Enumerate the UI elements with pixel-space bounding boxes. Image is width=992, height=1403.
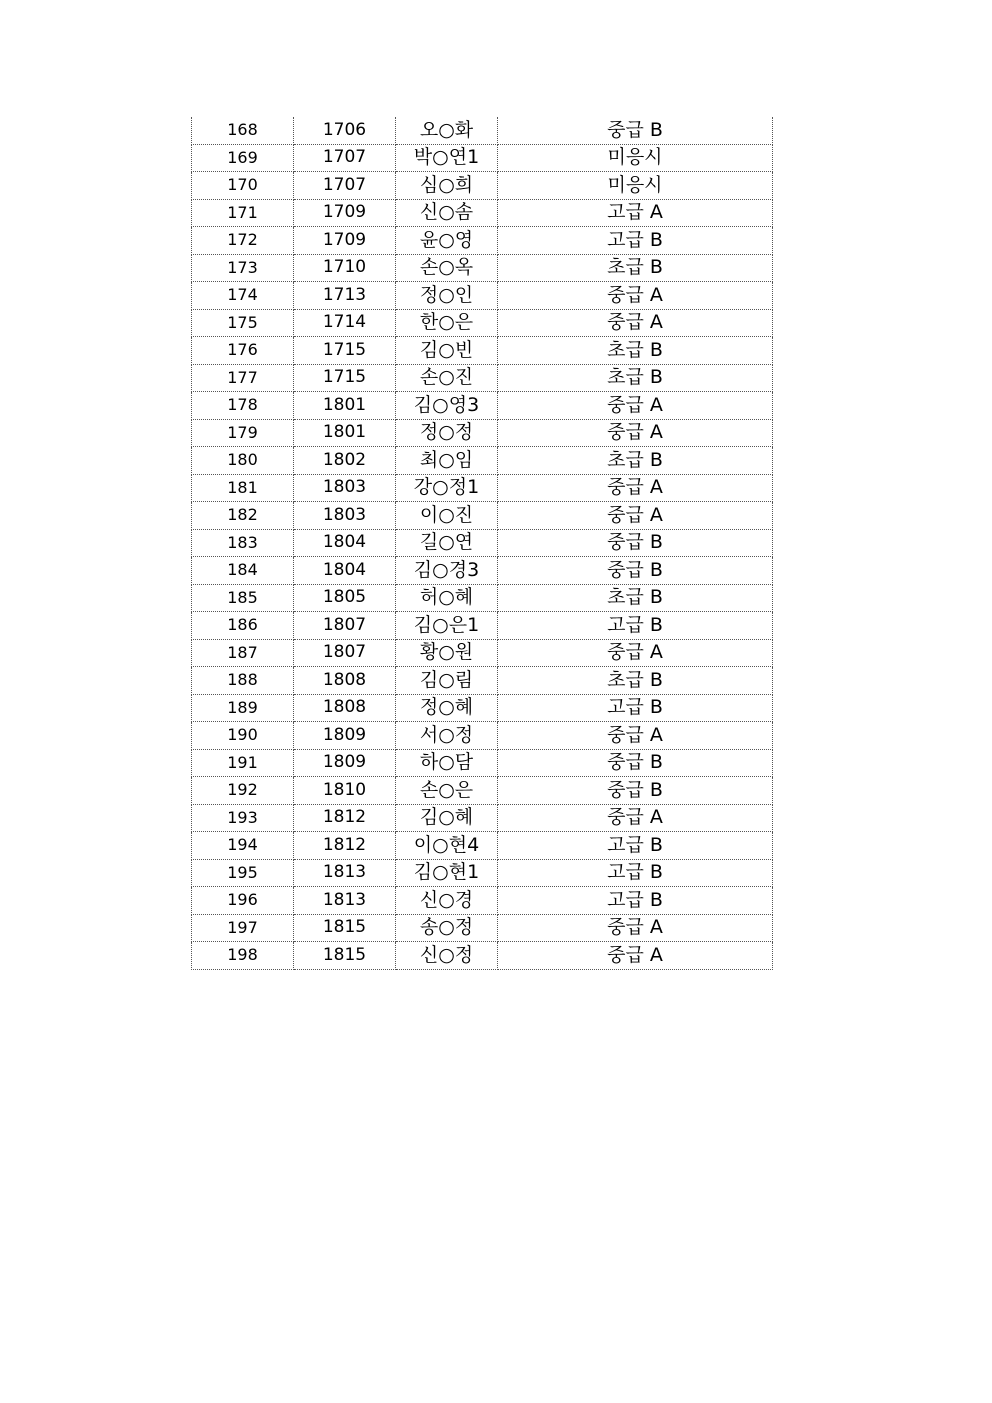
row-number-cell: 171 (192, 199, 294, 227)
student-id-cell: 1807 (294, 639, 396, 667)
row-number-cell: 173 (192, 254, 294, 282)
table-row (192, 474, 773, 502)
student-id-cell: 1709 (294, 227, 396, 255)
grade-result-cell: 초급 B (498, 337, 773, 365)
row-number-cell: 179 (192, 419, 294, 447)
student-name-cell: 이○현4 (396, 832, 498, 860)
student-name-cell: 서○정 (396, 722, 498, 750)
table-row (192, 639, 773, 667)
grade-result-cell: 중급 A (498, 914, 773, 942)
student-name-cell: 손○옥 (396, 254, 498, 282)
student-name-cell: 송○정 (396, 914, 498, 942)
grade-result-cell: 고급 B (498, 859, 773, 887)
grade-result-cell: 초급 B (498, 584, 773, 612)
row-number-cell: 186 (192, 612, 294, 640)
row-number-cell: 180 (192, 447, 294, 475)
table-row (192, 557, 773, 585)
student-name-cell: 박○연1 (396, 144, 498, 172)
row-number-cell: 185 (192, 584, 294, 612)
grade-result-cell: 중급 A (498, 282, 773, 310)
student-id-cell: 1706 (294, 117, 396, 144)
student-id-cell: 1815 (294, 914, 396, 942)
grade-result-cell: 중급 A (498, 419, 773, 447)
row-number-cell: 177 (192, 364, 294, 392)
row-number-cell: 178 (192, 392, 294, 420)
row-number-cell: 184 (192, 557, 294, 585)
student-id-cell: 1715 (294, 337, 396, 365)
student-name-cell: 오○화 (396, 117, 498, 144)
row-number-cell: 172 (192, 227, 294, 255)
row-number-cell: 170 (192, 172, 294, 200)
student-name-cell: 신○경 (396, 887, 498, 915)
table-row (192, 254, 773, 282)
student-id-cell: 1709 (294, 199, 396, 227)
row-number-cell: 191 (192, 749, 294, 777)
table-row (192, 364, 773, 392)
grade-result-cell: 초급 B (498, 447, 773, 475)
table-row (192, 777, 773, 805)
grade-result-cell: 중급 A (498, 474, 773, 502)
student-id-cell: 1815 (294, 942, 396, 970)
student-id-cell: 1707 (294, 144, 396, 172)
row-number-cell: 174 (192, 282, 294, 310)
student-id-cell: 1804 (294, 557, 396, 585)
grade-result-cell: 고급 B (498, 694, 773, 722)
grade-result-cell: 중급 A (498, 942, 773, 970)
student-id-cell: 1809 (294, 749, 396, 777)
row-number-cell: 195 (192, 859, 294, 887)
student-name-cell: 길○연 (396, 529, 498, 557)
student-name-cell: 신○솜 (396, 199, 498, 227)
student-id-cell: 1808 (294, 694, 396, 722)
student-id-cell: 1713 (294, 282, 396, 310)
table-row (192, 227, 773, 255)
row-number-cell: 198 (192, 942, 294, 970)
table-row (192, 172, 773, 200)
student-id-cell: 1813 (294, 887, 396, 915)
grade-result-cell: 초급 B (498, 667, 773, 695)
student-id-cell: 1809 (294, 722, 396, 750)
row-number-cell: 190 (192, 722, 294, 750)
student-name-cell: 손○은 (396, 777, 498, 805)
student-id-cell: 1807 (294, 612, 396, 640)
table-row (192, 144, 773, 172)
student-id-cell: 1710 (294, 254, 396, 282)
row-number-cell: 182 (192, 502, 294, 530)
table-row (192, 832, 773, 860)
student-name-cell: 하○담 (396, 749, 498, 777)
student-id-cell: 1803 (294, 474, 396, 502)
table-row (192, 392, 773, 420)
table-row (192, 529, 773, 557)
student-name-cell: 김○영3 (396, 392, 498, 420)
grade-result-cell: 중급 B (498, 749, 773, 777)
row-number-cell: 183 (192, 529, 294, 557)
student-id-cell: 1813 (294, 859, 396, 887)
grade-result-cell: 중급 B (498, 529, 773, 557)
table-row (192, 859, 773, 887)
table-row (192, 749, 773, 777)
student-name-cell: 최○임 (396, 447, 498, 475)
table-row (192, 117, 773, 144)
grade-result-cell: 고급 B (498, 227, 773, 255)
student-name-cell: 허○혜 (396, 584, 498, 612)
row-number-cell: 192 (192, 777, 294, 805)
student-name-cell: 김○현1 (396, 859, 498, 887)
student-name-cell: 손○진 (396, 364, 498, 392)
student-name-cell: 정○인 (396, 282, 498, 310)
student-id-cell: 1804 (294, 529, 396, 557)
grade-result-cell: 중급 A (498, 392, 773, 420)
grade-result-cell: 중급 B (498, 777, 773, 805)
row-number-cell: 189 (192, 694, 294, 722)
student-name-cell: 정○혜 (396, 694, 498, 722)
row-number-cell: 194 (192, 832, 294, 860)
table-row (192, 502, 773, 530)
table-row (192, 612, 773, 640)
grade-result-cell: 중급 A (498, 639, 773, 667)
table-row (192, 942, 773, 970)
row-number-cell: 168 (192, 117, 294, 144)
table-row (192, 722, 773, 750)
table-row (192, 694, 773, 722)
table-row (192, 804, 773, 832)
table-row (192, 419, 773, 447)
table-row (192, 887, 773, 915)
grade-result-cell: 고급 B (498, 612, 773, 640)
grade-result-cell: 중급 B (498, 557, 773, 585)
grade-result-cell: 초급 B (498, 254, 773, 282)
student-id-cell: 1803 (294, 502, 396, 530)
student-id-cell: 1715 (294, 364, 396, 392)
results-table (191, 117, 773, 970)
student-name-cell: 김○빈 (396, 337, 498, 365)
student-name-cell: 정○정 (396, 419, 498, 447)
table-row (192, 282, 773, 310)
student-name-cell: 김○은1 (396, 612, 498, 640)
student-name-cell: 윤○영 (396, 227, 498, 255)
row-number-cell: 187 (192, 639, 294, 667)
student-name-cell: 심○희 (396, 172, 498, 200)
row-number-cell: 181 (192, 474, 294, 502)
table-row (192, 447, 773, 475)
student-id-cell: 1805 (294, 584, 396, 612)
student-id-cell: 1801 (294, 419, 396, 447)
student-name-cell: 이○진 (396, 502, 498, 530)
table-row (192, 584, 773, 612)
student-id-cell: 1707 (294, 172, 396, 200)
student-name-cell: 황○원 (396, 639, 498, 667)
grade-result-cell: 고급 A (498, 199, 773, 227)
grade-result-cell: 중급 A (498, 502, 773, 530)
grade-result-cell: 고급 B (498, 832, 773, 860)
student-name-cell: 신○정 (396, 942, 498, 970)
student-id-cell: 1714 (294, 309, 396, 337)
table-row (192, 309, 773, 337)
grade-result-cell: 중급 A (498, 804, 773, 832)
grade-result-cell: 중급 A (498, 309, 773, 337)
student-name-cell: 강○정1 (396, 474, 498, 502)
student-name-cell: 한○은 (396, 309, 498, 337)
grade-result-cell: 중급 A (498, 722, 773, 750)
grade-result-cell: 중급 B (498, 117, 773, 144)
row-number-cell: 176 (192, 337, 294, 365)
student-id-cell: 1801 (294, 392, 396, 420)
row-number-cell: 193 (192, 804, 294, 832)
row-number-cell: 188 (192, 667, 294, 695)
row-number-cell: 197 (192, 914, 294, 942)
student-id-cell: 1808 (294, 667, 396, 695)
row-number-cell: 175 (192, 309, 294, 337)
table-row (192, 914, 773, 942)
student-name-cell: 김○경3 (396, 557, 498, 585)
grade-result-cell: 미응시 (498, 144, 773, 172)
table-row (192, 337, 773, 365)
row-number-cell: 169 (192, 144, 294, 172)
results-table-body (192, 117, 773, 969)
student-name-cell: 김○혜 (396, 804, 498, 832)
table-row (192, 667, 773, 695)
grade-result-cell: 고급 B (498, 887, 773, 915)
table-row (192, 199, 773, 227)
grade-result-cell: 초급 B (498, 364, 773, 392)
row-number-cell: 196 (192, 887, 294, 915)
student-id-cell: 1812 (294, 804, 396, 832)
student-id-cell: 1802 (294, 447, 396, 475)
student-name-cell: 김○림 (396, 667, 498, 695)
student-id-cell: 1810 (294, 777, 396, 805)
grade-result-cell: 미응시 (498, 172, 773, 200)
student-id-cell: 1812 (294, 832, 396, 860)
